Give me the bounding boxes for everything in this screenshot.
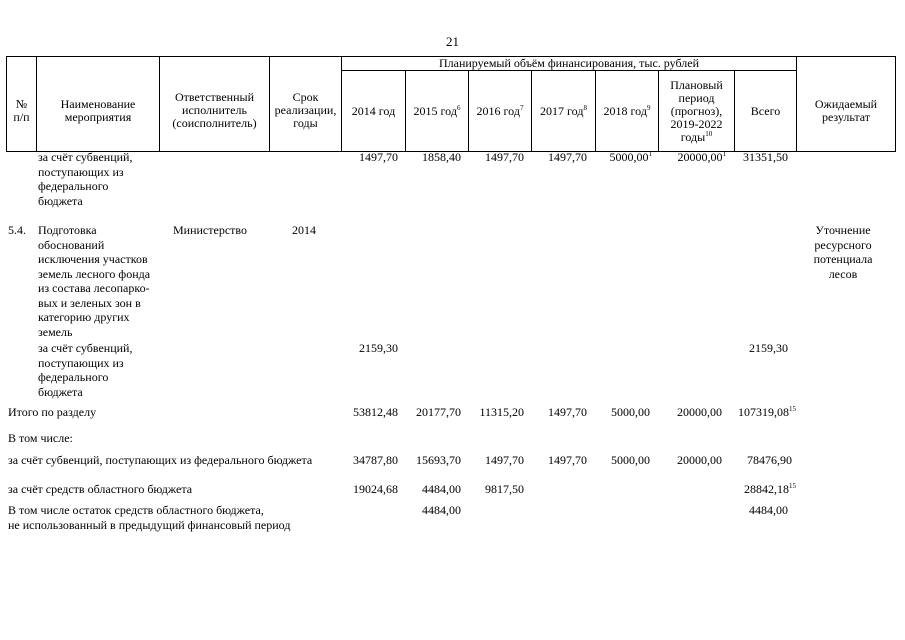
row-regional-total: 28842,18$^{15}$ bbox=[744, 482, 796, 496]
row-section-total-total: 107319,08$^{15}$ bbox=[738, 405, 796, 419]
row-54-sub-label: за счёт субвенций, поступающих из федерального бюджета bbox=[38, 341, 133, 399]
row-54-num: 5.4. bbox=[8, 223, 26, 237]
row-cont-2015: 1858,40 bbox=[422, 150, 461, 164]
header-term: Срок реализации, годы bbox=[274, 90, 337, 130]
header-2015: 2015 год$^6$ bbox=[413, 103, 461, 118]
row-cont-2018: 5000,00$^1$ bbox=[609, 150, 652, 164]
header-name: Наименование мероприятия bbox=[60, 96, 136, 124]
row-section-total-plan: 20000,00 bbox=[677, 405, 722, 419]
row-54-sub-2014: 2159,30 bbox=[359, 341, 398, 355]
row-54-responsible: Министерство bbox=[173, 223, 247, 237]
row-federal-2014: 34787,80 bbox=[353, 453, 398, 467]
row-54-result: Уточнение ресурсного потенциала лесов bbox=[813, 223, 873, 281]
row-cont-label: за счёт субвенций, поступающих из федерального бюджета bbox=[38, 150, 133, 208]
row-section-total-label: Итого по разделу bbox=[8, 405, 97, 419]
header-plan-period: Плановый период (прогноз), 2019-2022 годы$^{10}$ bbox=[670, 77, 723, 144]
row-section-total-2018: 5000,00 bbox=[611, 405, 650, 419]
row-section-total-2015: 20177,70 bbox=[416, 405, 461, 419]
row-cont-2017: 1497,70 bbox=[548, 150, 587, 164]
row-54-sub-total: 2159,30 bbox=[749, 341, 788, 355]
header-2017: 2017 год$^8$ bbox=[540, 103, 587, 118]
row-regional-2014: 19024,68 bbox=[353, 482, 398, 496]
page-number: 21 bbox=[446, 34, 459, 49]
header-responsible: Ответственный исполнитель (соисполнитель) bbox=[172, 90, 257, 130]
row-54-term: 2014 bbox=[292, 223, 316, 237]
row-federal-label: за счёт субвенций, поступающих из федерального бюджета bbox=[8, 453, 313, 467]
row-section-total-2014: 53812,48 bbox=[353, 405, 398, 419]
header-funding-group: Планируемый объём финансирования, тыс. рублей bbox=[438, 55, 699, 70]
row-section-total-2017: 1497,70 bbox=[548, 405, 587, 419]
row-federal-total: 78476,90 bbox=[747, 453, 792, 467]
header-result: Ожидаемый результат bbox=[814, 96, 878, 124]
header-2016: 2016 год$^7$ bbox=[476, 103, 524, 118]
table-header bbox=[6, 56, 896, 152]
row-federal-2016: 1497,70 bbox=[485, 453, 524, 467]
row-remainder-label: В том числе остаток средств областного бюджета, не использованный в предыдущий финансовый период bbox=[8, 503, 291, 532]
row-cont-2014: 1497,70 bbox=[359, 150, 398, 164]
header-2014: 2014 год bbox=[351, 103, 396, 118]
header-num: № п/п bbox=[13, 96, 30, 124]
row-section-total-2016: 11315,20 bbox=[479, 405, 524, 419]
row-federal-2017: 1497,70 bbox=[548, 453, 587, 467]
header-2018: 2018 год$^9$ bbox=[603, 103, 651, 118]
row-federal-2018: 5000,00 bbox=[611, 453, 650, 467]
row-federal-2015: 15693,70 bbox=[416, 453, 461, 467]
row-54-label: Подготовка обоснований исключения участков земель лесного фонда из состава лесопарко- вых и зеленых зон в категорию других земель bbox=[38, 223, 151, 339]
row-cont-plan: 20000,00$^1$ bbox=[677, 150, 726, 164]
row-regional-2016: 9817,50 bbox=[485, 482, 524, 496]
row-cont-2016: 1497,70 bbox=[485, 150, 524, 164]
row-cont-total: 31351,50 bbox=[743, 150, 788, 164]
row-remainder-total: 4484,00 bbox=[749, 503, 788, 517]
row-regional-2015: 4484,00 bbox=[422, 482, 461, 496]
row-regional-label: за счёт средств областного бюджета bbox=[8, 482, 193, 496]
row-remainder-2015: 4484,00 bbox=[422, 503, 461, 517]
row-federal-plan: 20000,00 bbox=[677, 453, 722, 467]
header-total: Всего bbox=[750, 103, 781, 118]
row-including-label: В том числе: bbox=[8, 431, 73, 445]
